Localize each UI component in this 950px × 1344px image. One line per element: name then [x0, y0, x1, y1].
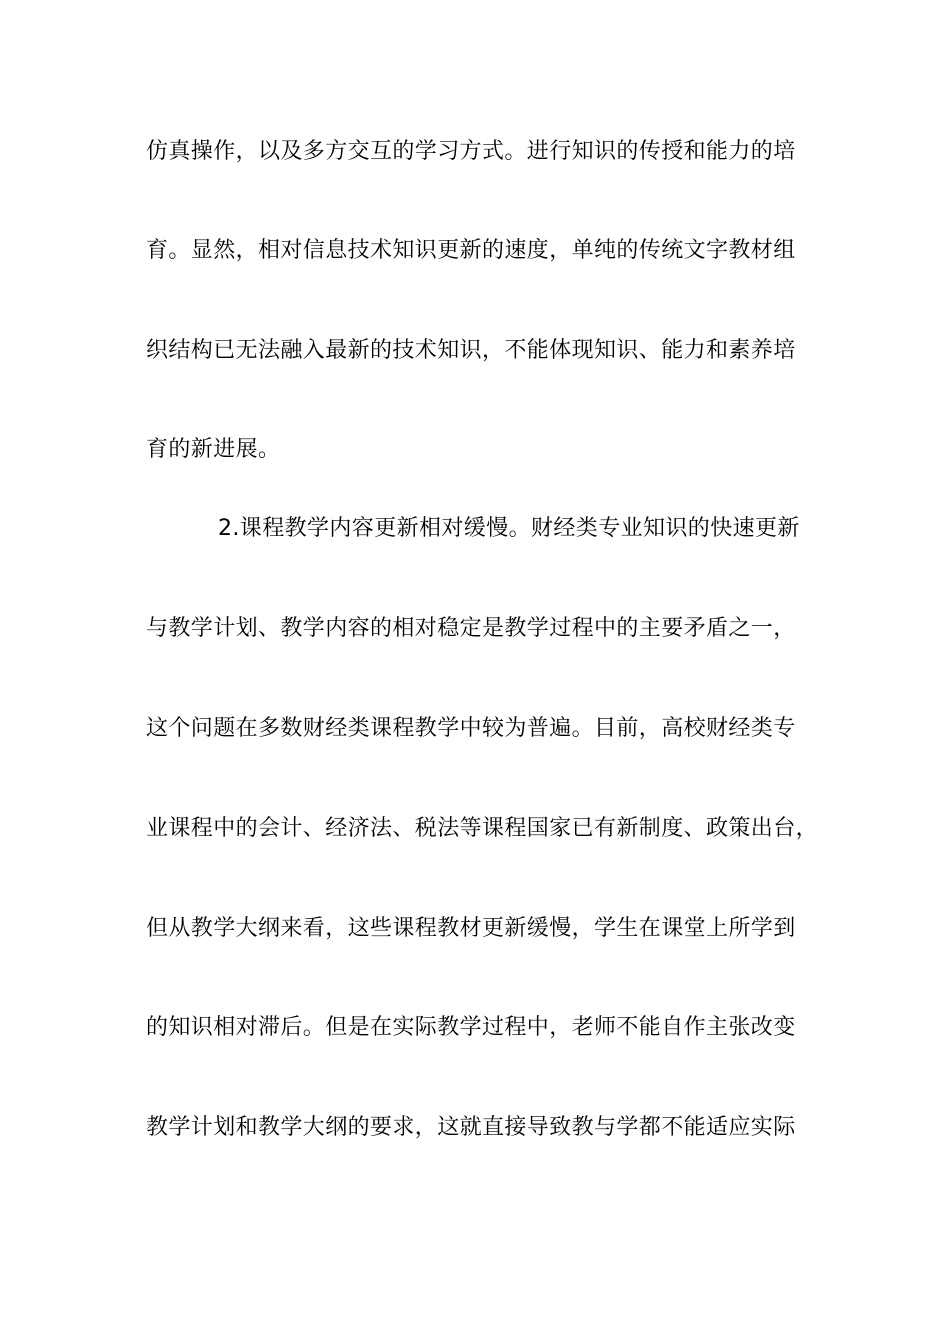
paragraph-line: 育的新进展。 — [146, 437, 281, 462]
paragraph-line: 教学计划和教学大纲的要求，这就直接导致教与学都不能适应实际 — [146, 1115, 796, 1140]
paragraph-line: 与教学计划、教学内容的相对稳定是教学过程中的主要矛盾之一， — [146, 616, 796, 641]
paragraph-line: 这个问题在多数财经类课程教学中较为普遍。目前，高校财经类专 — [146, 716, 796, 741]
paragraph-line: 仿真操作，以及多方交互的学习方式。进行知识的传授和能力的培 — [146, 139, 796, 164]
paragraph-line: 业课程中的会计、经济法、税法等课程国家已有新制度、政策出台， — [146, 816, 819, 841]
paragraph-line: 的知识相对滞后。但是在实际教学过程中，老师不能自作主张改变 — [146, 1015, 796, 1040]
paragraph-line: 育。显然，相对信息技术知识更新的速度，单纯的传统文字教材组 — [146, 238, 796, 263]
paragraph-line: 但从教学大纲来看，这些课程教材更新缓慢，学生在课堂上所学到 — [146, 916, 796, 941]
paragraph-line: 织结构已无法融入最新的技术知识，不能体现知识、能力和素养培 — [146, 338, 796, 363]
paragraph-line: 2.课程教学内容更新相对缓慢。财经类专业知识的快速更新 — [218, 516, 800, 541]
